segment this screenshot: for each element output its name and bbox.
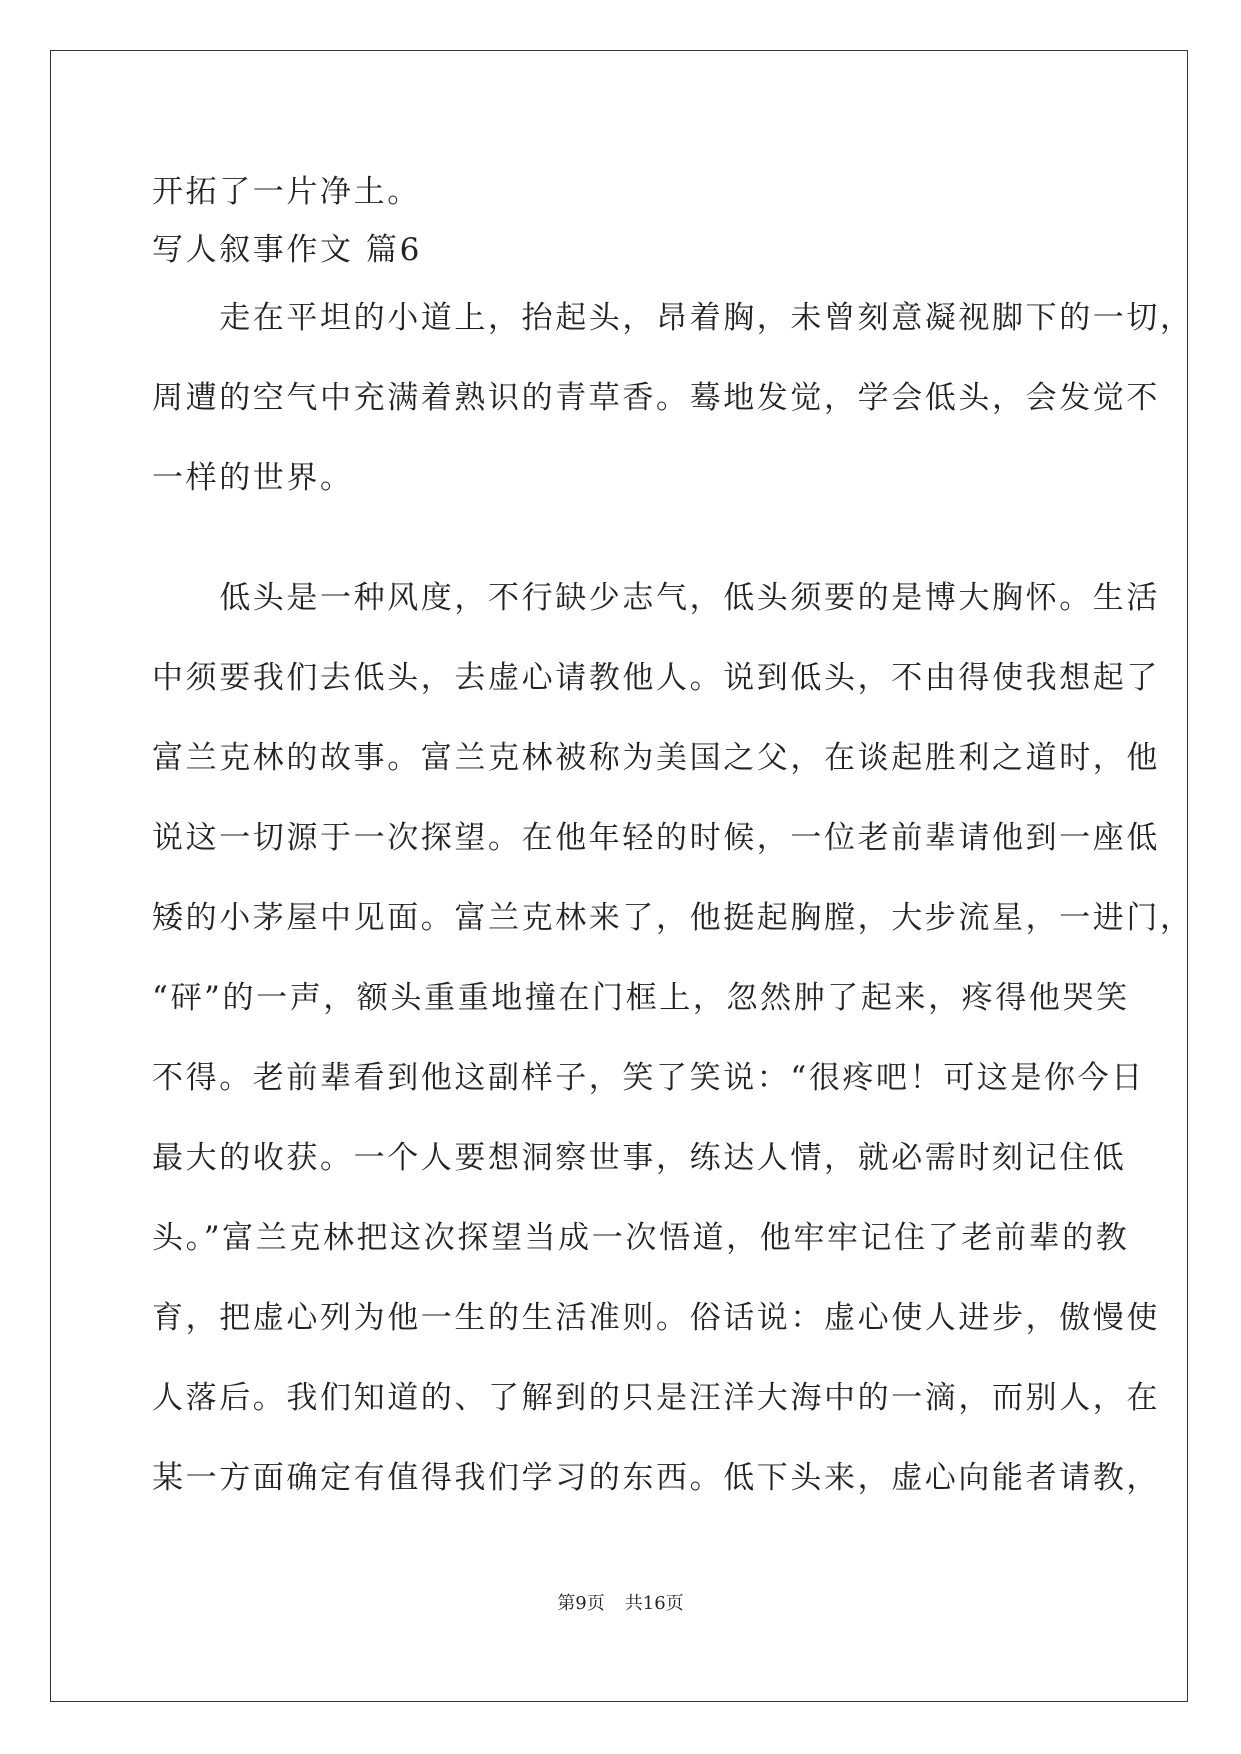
section-heading: 写人叙事作文 篇6 [152,232,422,268]
text-line: 矮的小茅屋中见面。富兰克林来了，他挺起胸膛，大步流星，一进门， [152,900,1194,936]
page-footer [0,1592,1241,1616]
text-line: 开拓了一片净土。 [152,174,421,210]
text-line: 走在平坦的小道上，抬起头，昂着胸，未曾刻意凝视脚下的一切， [152,300,1194,336]
text-line: 富兰克林的故事。富兰克林被称为美国之父，在谈起胜利之道时，他 [152,740,1160,776]
text-line: 最大的收获。一个人要想洞察世事，练达人情，就必需时刻记住低 [152,1140,1127,1176]
page-number: 第9页 [557,1593,605,1614]
page-total: 共16页 [624,1593,684,1614]
text-line: 说这一切源于一次探望。在他年轻的时候，一位老前辈请他到一座低 [152,820,1160,856]
text-line: 周遭的空气中充满着熟识的青草香。蓦地发觉，学会低头，会发觉不 [152,380,1160,416]
text-line: 育，把虚心列为他一生的生活准则。俗话说：虚心使人进步，傲慢使 [152,1300,1160,1336]
text-line: 人落后。我们知道的、了解到的只是汪洋大海中的一滴，而别人，在 [152,1380,1160,1416]
text-line: 不得。老前辈看到他这副样子，笑了笑说：“很疼吧！可这是你今日 [152,1060,1145,1096]
text-line: 头。”富兰克林把这次探望当成一次悟道，他牢牢记住了老前辈的教 [152,1220,1130,1256]
text-line: 一样的世界。 [152,460,354,496]
text-line: 中须要我们去低头，去虚心请教他人。说到低头，不由得使我想起了 [152,660,1160,696]
text-line: 低头是一种风度，不行缺少志气，低头须要的是博大胸怀。生活 [152,580,1160,616]
text-line: 某一方面确定有值得我们学习的东西。低下头来，虚心向能者请教， [152,1460,1160,1496]
text-line: “砰”的一声，额头重重地撞在门框上，忽然肿了起来，疼得他哭笑 [152,980,1130,1016]
